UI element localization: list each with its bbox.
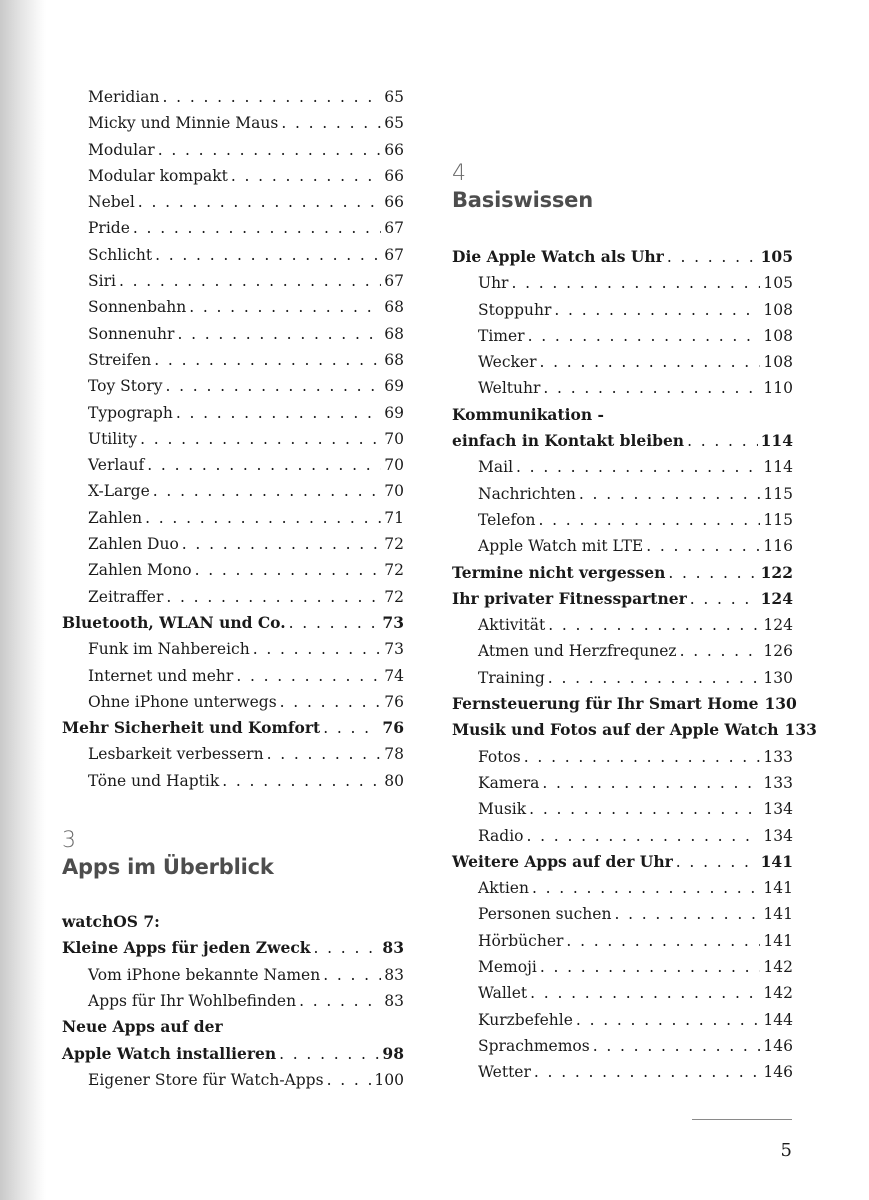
toc-entry-page: 67 bbox=[384, 272, 404, 291]
toc-entry-sub bbox=[452, 323, 793, 349]
toc-entry-title: Eigener Store für Watch-Apps bbox=[88, 1070, 324, 1089]
toc-entry-title: Apple Watch mit LTE bbox=[478, 537, 644, 556]
dot-leader bbox=[140, 426, 381, 452]
toc-entry-title: Lesbarkeit verbessern bbox=[88, 745, 264, 764]
toc-entry-page: 73 bbox=[384, 640, 404, 659]
toc-entry-title: Kommunikation - bbox=[452, 404, 604, 424]
toc-entry-sub bbox=[62, 110, 404, 136]
toc-entry-title: Die Apple Watch als Uhr bbox=[452, 247, 664, 266]
toc-entry-sub bbox=[62, 189, 404, 215]
dot-leader bbox=[668, 560, 757, 586]
toc-entry-title: Verlauf bbox=[88, 456, 145, 475]
dot-leader bbox=[189, 294, 381, 320]
dot-leader bbox=[539, 507, 761, 533]
toc-entry-sub bbox=[62, 452, 404, 478]
toc-entry-page: 124 bbox=[760, 588, 793, 608]
toc-entry-main bbox=[62, 715, 404, 741]
toc-entry-page: 80 bbox=[384, 771, 404, 790]
toc-entry-sub bbox=[62, 557, 404, 583]
dot-leader bbox=[280, 689, 382, 715]
toc-entry-sub bbox=[62, 137, 404, 163]
toc-entry-page: 68 bbox=[384, 324, 404, 343]
dot-leader bbox=[576, 1007, 760, 1033]
dot-leader bbox=[566, 928, 760, 954]
dot-leader bbox=[176, 400, 381, 426]
toc-entry-title: Kurzbefehle bbox=[478, 1010, 573, 1029]
dot-leader bbox=[548, 612, 760, 638]
dot-leader bbox=[516, 454, 760, 480]
dot-leader bbox=[534, 1059, 761, 1085]
toc-entry-page: 110 bbox=[763, 379, 793, 398]
dot-leader bbox=[158, 137, 382, 163]
toc-entry-page: 76 bbox=[384, 692, 404, 711]
toc-entry-page: 83 bbox=[384, 965, 404, 984]
toc-entry-title: Aktien bbox=[478, 879, 529, 898]
dot-leader bbox=[166, 584, 381, 610]
toc-entry-title: Sprachmemos bbox=[478, 1036, 590, 1055]
toc-entry-title: Neue Apps auf der bbox=[62, 1017, 223, 1037]
dot-leader bbox=[548, 665, 761, 691]
toc-entry-page: 66 bbox=[384, 193, 404, 212]
toc-entry-sub bbox=[452, 1007, 793, 1033]
toc-entry-sub bbox=[62, 531, 404, 557]
chapter-number: 3 bbox=[62, 828, 76, 854]
toc-entry-sub bbox=[452, 744, 793, 770]
toc-entry-page: 141 bbox=[763, 879, 793, 898]
toc-entry-page: 72 bbox=[384, 535, 404, 554]
toc-entry-title: Zeitraffer bbox=[88, 587, 164, 606]
toc-entry-main bbox=[452, 586, 793, 612]
dot-leader bbox=[680, 638, 761, 664]
toc-entry-title: Kamera bbox=[478, 773, 540, 792]
toc-entry-sub bbox=[62, 347, 404, 373]
toc-entry-page: 142 bbox=[763, 984, 793, 1003]
toc-entry-title: Utility bbox=[88, 429, 138, 448]
toc-entry-sub bbox=[62, 294, 404, 320]
toc-entry-main bbox=[452, 849, 793, 875]
dot-leader bbox=[530, 980, 760, 1006]
toc-entry-sub bbox=[62, 584, 404, 610]
toc-entry-title: Musik und Fotos auf der Apple Watch bbox=[452, 720, 779, 740]
dot-leader bbox=[145, 505, 381, 531]
toc-entry-title: Sonnenbahn bbox=[88, 298, 187, 317]
dot-leader bbox=[323, 715, 379, 741]
toc-entry-page: 69 bbox=[384, 377, 404, 396]
chapter-number: 4 bbox=[452, 161, 466, 186]
toc-entry-sub bbox=[452, 954, 793, 980]
toc-entry-page: 98 bbox=[382, 1043, 404, 1063]
toc-entry-page: 124 bbox=[763, 616, 793, 635]
toc-entry-page: 67 bbox=[384, 245, 404, 264]
toc-entry-title: Mail bbox=[478, 458, 514, 477]
toc-entry-title: Ohne iPhone unterwegs bbox=[88, 692, 277, 711]
toc-entry-sub bbox=[452, 507, 793, 533]
toc-entry-sub bbox=[452, 375, 793, 401]
dot-leader bbox=[554, 297, 760, 323]
toc-entry-sub bbox=[452, 481, 793, 507]
toc-entry-title: Fernsteuerung für Ihr Smart Home bbox=[452, 694, 759, 714]
toc-entry-page: 134 bbox=[763, 826, 793, 845]
toc-entry-title: Töne und Haptik bbox=[88, 771, 220, 790]
toc-entry-title: Wallet bbox=[478, 984, 528, 1003]
toc-entry-sub bbox=[62, 768, 404, 794]
toc-entry-title: Schlicht bbox=[88, 245, 153, 264]
toc-entry-page: 126 bbox=[763, 642, 793, 661]
dot-leader bbox=[119, 268, 381, 294]
toc-entry-title: Weitere Apps auf der Uhr bbox=[452, 851, 673, 871]
toc-entry-sub bbox=[62, 478, 404, 504]
toc-entry-main bbox=[452, 428, 793, 454]
toc-column-left bbox=[62, 84, 404, 1093]
toc-entry-sub bbox=[452, 928, 793, 954]
toc-entry-page: 105 bbox=[760, 247, 793, 266]
toc-entry-title: Radio bbox=[478, 826, 524, 845]
toc-entry-sub bbox=[452, 349, 793, 375]
toc-entry-page: 70 bbox=[384, 456, 404, 475]
dot-leader bbox=[593, 1033, 761, 1059]
dot-leader bbox=[511, 270, 760, 296]
dot-leader bbox=[540, 349, 761, 375]
toc-entry-sub bbox=[452, 875, 793, 901]
toc-entry-title: Modular bbox=[88, 140, 155, 159]
toc-entry-page: 115 bbox=[763, 484, 793, 503]
toc-entry-page: 133 bbox=[784, 720, 817, 740]
toc-entry-page: 105 bbox=[763, 274, 793, 293]
toc-entry-title: Wecker bbox=[478, 353, 537, 372]
dot-leader bbox=[133, 215, 381, 241]
toc-entry-sub bbox=[62, 741, 404, 767]
toc-entry-page: 141 bbox=[763, 931, 793, 950]
dot-leader bbox=[327, 1067, 372, 1093]
toc-entry-main bbox=[452, 244, 793, 270]
toc-entry-page: 66 bbox=[384, 166, 404, 185]
dot-leader bbox=[267, 741, 382, 767]
dot-leader bbox=[542, 770, 760, 796]
toc-list-chapter-3 bbox=[62, 909, 404, 1093]
dot-leader bbox=[138, 189, 381, 215]
toc-entry-title: Micky und Minnie Maus bbox=[88, 114, 279, 133]
toc-entry-page: 83 bbox=[384, 991, 404, 1010]
toc-entry-sub bbox=[62, 268, 404, 294]
toc-entry-page: 70 bbox=[384, 429, 404, 448]
toc-entry-sub bbox=[452, 612, 793, 638]
toc-entry-sub bbox=[452, 1033, 793, 1059]
toc-entry-sub bbox=[62, 636, 404, 662]
dot-leader bbox=[155, 242, 381, 268]
toc-entry-title: Personen suchen bbox=[478, 905, 612, 924]
toc-entry-title: Fotos bbox=[478, 747, 521, 766]
toc-entry-page: 114 bbox=[760, 431, 793, 451]
toc-entry-title: Aktivität bbox=[478, 616, 546, 635]
toc-entry-page: 114 bbox=[763, 458, 793, 477]
toc-entry-page: 68 bbox=[384, 298, 404, 317]
dot-leader bbox=[231, 163, 381, 189]
toc-entry-sub bbox=[62, 505, 404, 531]
dot-leader bbox=[195, 557, 382, 583]
toc-entry-title: Pride bbox=[88, 219, 130, 238]
dot-leader bbox=[289, 610, 380, 636]
toc-entry-main bbox=[62, 909, 404, 935]
toc-entry-sub bbox=[452, 665, 793, 691]
toc-entry-page: 108 bbox=[763, 326, 793, 345]
dot-leader bbox=[667, 244, 758, 270]
toc-entry-title: Musik bbox=[478, 800, 527, 819]
dot-leader bbox=[614, 901, 760, 927]
dot-leader bbox=[153, 478, 382, 504]
toc-entry-title: Vom iPhone bekannte Namen bbox=[88, 965, 321, 984]
toc-entry-title: Kleine Apps für jeden Zweck bbox=[62, 938, 311, 958]
toc-entry-sub bbox=[62, 962, 404, 988]
toc-entry-page: 69 bbox=[384, 403, 404, 422]
toc-entry-title: Telefon bbox=[478, 510, 536, 529]
dot-leader bbox=[279, 1041, 379, 1067]
toc-list-chapter-4 bbox=[452, 244, 817, 1086]
toc-entry-page: 72 bbox=[384, 587, 404, 606]
toc-entry-sub bbox=[452, 270, 793, 296]
toc-entry-title: einfach in Kontakt bleiben bbox=[452, 431, 685, 451]
toc-entry-title: Typograph bbox=[88, 403, 173, 422]
toc-entry-page: 144 bbox=[763, 1010, 793, 1029]
toc-entry-page: 146 bbox=[763, 1063, 793, 1082]
chapter-title: Basiswissen bbox=[452, 188, 593, 212]
toc-entry-title: Siri bbox=[88, 272, 116, 291]
toc-entry-title: Nebel bbox=[88, 193, 135, 212]
toc-entry-sub bbox=[62, 689, 404, 715]
toc-entry-page: 66 bbox=[384, 140, 404, 159]
toc-entry-page: 74 bbox=[384, 666, 404, 685]
dot-leader bbox=[314, 935, 380, 961]
toc-entry-page: 65 bbox=[384, 114, 404, 133]
toc-entry-sub bbox=[452, 796, 793, 822]
dot-leader bbox=[543, 375, 760, 401]
toc-entry-title: Zahlen bbox=[88, 508, 143, 527]
dot-leader bbox=[154, 347, 381, 373]
toc-entry-main bbox=[452, 717, 817, 743]
dot-leader bbox=[526, 823, 760, 849]
toc-entry-page: 141 bbox=[763, 905, 793, 924]
toc-entry-page: 122 bbox=[760, 562, 793, 582]
toc-entry-page: 142 bbox=[763, 958, 793, 977]
toc-entry-page: 70 bbox=[384, 482, 404, 501]
toc-entry-sub bbox=[452, 770, 793, 796]
toc-entry-title: Internet und mehr bbox=[88, 666, 234, 685]
toc-entry-title: Uhr bbox=[478, 274, 509, 293]
toc-entry-sub bbox=[452, 980, 793, 1006]
toc-entry-page: 115 bbox=[763, 510, 793, 529]
dot-leader bbox=[253, 636, 382, 662]
toc-entry-title: watchOS 7: bbox=[62, 912, 160, 932]
toc-entry-title: Wetter bbox=[478, 1063, 531, 1082]
toc-entry-sub bbox=[62, 163, 404, 189]
toc-entry-title: Atmen und Herzfrequnez bbox=[478, 642, 677, 661]
toc-entry-sub bbox=[62, 84, 404, 110]
dot-leader bbox=[182, 531, 381, 557]
toc-entry-sub bbox=[62, 242, 404, 268]
dot-leader bbox=[687, 428, 758, 454]
toc-entry-title: Zahlen Duo bbox=[88, 535, 179, 554]
toc-entry-title: Meridian bbox=[88, 88, 160, 106]
toc-entry-sub bbox=[62, 373, 404, 399]
toc-entry-page: 83 bbox=[382, 938, 404, 958]
dot-leader bbox=[281, 110, 381, 136]
toc-entry-sub bbox=[62, 426, 404, 452]
toc-entry-title: Stoppuhr bbox=[478, 300, 552, 319]
page-gutter-shadow bbox=[0, 0, 46, 1200]
dot-leader bbox=[163, 84, 382, 110]
toc-entry-page: 130 bbox=[763, 668, 793, 687]
toc-entry-title: Bluetooth, WLAN und Co. bbox=[62, 612, 286, 632]
toc-entry-title: Modular kompakt bbox=[88, 166, 228, 185]
toc-entry-sub bbox=[62, 1067, 404, 1093]
dot-leader bbox=[646, 533, 760, 559]
toc-entry-title: X-Large bbox=[88, 482, 150, 501]
toc-entry-title: Training bbox=[478, 668, 545, 687]
dot-leader bbox=[524, 744, 761, 770]
toc-list-left-top bbox=[62, 84, 404, 794]
dot-leader bbox=[166, 373, 382, 399]
toc-entry-page: 141 bbox=[760, 851, 793, 871]
toc-entry-page: 71 bbox=[384, 508, 404, 527]
toc-entry-main bbox=[62, 935, 404, 961]
dot-leader bbox=[676, 849, 758, 875]
toc-entry-page: 72 bbox=[384, 561, 404, 580]
chapter-title: Apps im Überblick bbox=[62, 855, 274, 880]
toc-entry-page: 67 bbox=[384, 219, 404, 238]
toc-entry-main bbox=[62, 610, 404, 636]
toc-entry-page: 108 bbox=[763, 353, 793, 372]
toc-entry-page: 100 bbox=[374, 1070, 404, 1089]
dot-leader bbox=[579, 481, 761, 507]
toc-entry-title: Apps für Ihr Wohlbefinden bbox=[88, 991, 297, 1010]
toc-entry-sub bbox=[452, 297, 793, 323]
toc-column-right bbox=[452, 84, 817, 1086]
toc-entry-title: Toy Story bbox=[88, 377, 163, 396]
toc-entry-title: Memoji bbox=[478, 958, 537, 977]
toc-entry-title: Mehr Sicherheit und Komfort bbox=[62, 718, 321, 738]
toc-entry-page: 133 bbox=[763, 773, 793, 792]
toc-entry-sub bbox=[452, 901, 793, 927]
toc-entry-main bbox=[62, 1041, 404, 1067]
toc-entry-page: 108 bbox=[763, 300, 793, 319]
toc-entry-sub bbox=[62, 663, 404, 689]
toc-entry-page: 130 bbox=[764, 694, 797, 714]
toc-entry-title: Weltuhr bbox=[478, 379, 541, 398]
toc-entry-title: Timer bbox=[478, 326, 525, 345]
toc-entry-page: 78 bbox=[384, 745, 404, 764]
dot-leader bbox=[690, 586, 758, 612]
toc-entry-sub bbox=[452, 454, 793, 480]
toc-entry-page: 68 bbox=[384, 350, 404, 369]
toc-entry-title: Zahlen Mono bbox=[88, 561, 192, 580]
toc-entry-sub bbox=[62, 400, 404, 426]
toc-entry-sub bbox=[62, 321, 404, 347]
dot-leader bbox=[529, 796, 760, 822]
dot-leader bbox=[532, 875, 760, 901]
dot-leader bbox=[540, 954, 761, 980]
toc-entry-main bbox=[452, 560, 793, 586]
toc-entry-sub bbox=[62, 215, 404, 241]
toc-entry-title: Sonnenuhr bbox=[88, 324, 175, 343]
toc-entry-page: 146 bbox=[763, 1036, 793, 1055]
dot-leader bbox=[299, 988, 381, 1014]
toc-entry-page: 134 bbox=[763, 800, 793, 819]
toc-entry-page: 65 bbox=[384, 88, 404, 106]
toc-entry-page: 116 bbox=[763, 537, 793, 556]
dot-leader bbox=[177, 321, 381, 347]
footer-rule bbox=[692, 1119, 792, 1120]
toc-entry-main bbox=[452, 402, 793, 428]
toc-entry-main bbox=[452, 691, 797, 717]
toc-entry-title: Termine nicht vergessen bbox=[452, 562, 666, 582]
toc-entry-title: Funk im Nahbereich bbox=[88, 640, 250, 659]
toc-entry-title: Hörbücher bbox=[478, 931, 564, 950]
toc-entry-sub bbox=[452, 1059, 793, 1085]
dot-leader bbox=[147, 452, 381, 478]
toc-entry-sub bbox=[452, 533, 793, 559]
toc-entry-title: Ihr privater Fitnesspartner bbox=[452, 588, 687, 608]
toc-entry-sub bbox=[452, 823, 793, 849]
dot-leader bbox=[528, 323, 761, 349]
toc-entry-title: Nachrichten bbox=[478, 484, 576, 503]
toc-entry-page: 133 bbox=[763, 747, 793, 766]
dot-leader bbox=[323, 962, 381, 988]
toc-entry-sub bbox=[452, 638, 793, 664]
toc-entry-main bbox=[62, 1014, 404, 1040]
toc-entry-page: 73 bbox=[382, 612, 404, 632]
page-number: 5 bbox=[780, 1140, 792, 1161]
toc-entry-sub bbox=[62, 988, 404, 1014]
toc-entry-page: 76 bbox=[382, 718, 404, 738]
dot-leader bbox=[236, 663, 381, 689]
dot-leader bbox=[222, 768, 381, 794]
toc-entry-title: Streifen bbox=[88, 350, 152, 369]
toc-entry-title: Apple Watch installieren bbox=[62, 1043, 277, 1063]
